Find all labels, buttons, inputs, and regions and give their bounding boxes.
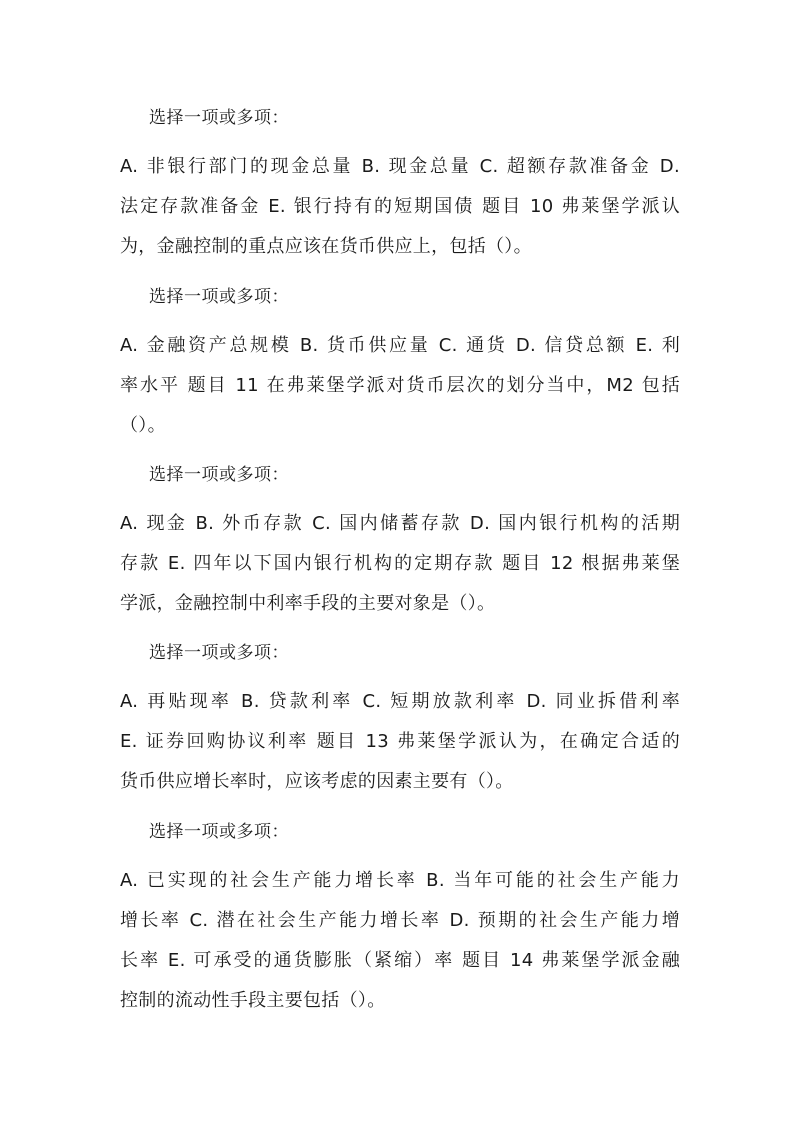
text-line: （）。: [120, 415, 166, 436]
text-line: 法定存款准备金 E. 银行持有的短期国债 题目 10 弗莱堡学派认: [120, 196, 680, 217]
choice-prompt: 选择一项或多项：: [149, 465, 289, 485]
text-line: A. 现金 B. 外币存款 C. 国内储蓄存款 D. 国内银行机构的活期: [120, 513, 680, 534]
question-text: [120, 504, 680, 624]
text-line: 存款 E. 四年以下国内银行机构的定期存款 题目 12 根据弗莱堡: [120, 553, 680, 574]
question-section-3: [120, 463, 680, 624]
choice-prompt: 选择一项或多项：: [149, 108, 289, 128]
question-text: [120, 326, 680, 446]
text-line: 学派，金融控制中利率手段的主要对象是（）。: [120, 593, 496, 614]
text-line: 长率 E. 可承受的通货膨胀（紧缩）率 题目 14 弗莱堡学派金融: [120, 950, 680, 971]
choice-prompt: 选择一项或多项：: [149, 287, 289, 307]
text-line: 增长率 C. 潜在社会生产能力增长率 D. 预期的社会生产能力增: [120, 910, 680, 931]
question-text: [120, 147, 680, 267]
text-line: A. 再贴现率 B. 贷款利率 C. 短期放款利率 D. 同业拆借利率: [120, 691, 680, 712]
choice-prompt: 选择一项或多项：: [149, 822, 289, 842]
question-section-5: [120, 820, 680, 1021]
text-line: A. 非银行部门的现金总量 B. 现金总量 C. 超额存款准备金 D.: [120, 156, 680, 177]
text-line: A. 金融资产总规模 B. 货币供应量 C. 通货 D. 信贷总额 E. 利: [120, 335, 680, 356]
question-section-2: [120, 285, 680, 446]
text-line: E. 证券回购协议利率 题目 13 弗莱堡学派认为，在确定合适的: [120, 731, 680, 752]
question-section-4: [120, 641, 680, 802]
text-line: 控制的流动性手段主要包括（）。: [120, 990, 386, 1011]
text-line: 货币供应增长率时，应该考虑的因素主要有（）。: [120, 771, 514, 792]
choice-prompt: 选择一项或多项：: [149, 643, 289, 663]
text-line: A. 已实现的社会生产能力增长率 B. 当年可能的社会生产能力: [120, 870, 680, 891]
text-line: 为，金融控制的重点应该在货币供应上，包括（）。: [120, 236, 532, 257]
question-text: [120, 682, 680, 802]
text-line: 率水平 题目 11 在弗莱堡学派对货币层次的划分当中，M2 包括: [120, 375, 680, 396]
question-text: [120, 861, 680, 1021]
question-section-1: [120, 106, 680, 267]
